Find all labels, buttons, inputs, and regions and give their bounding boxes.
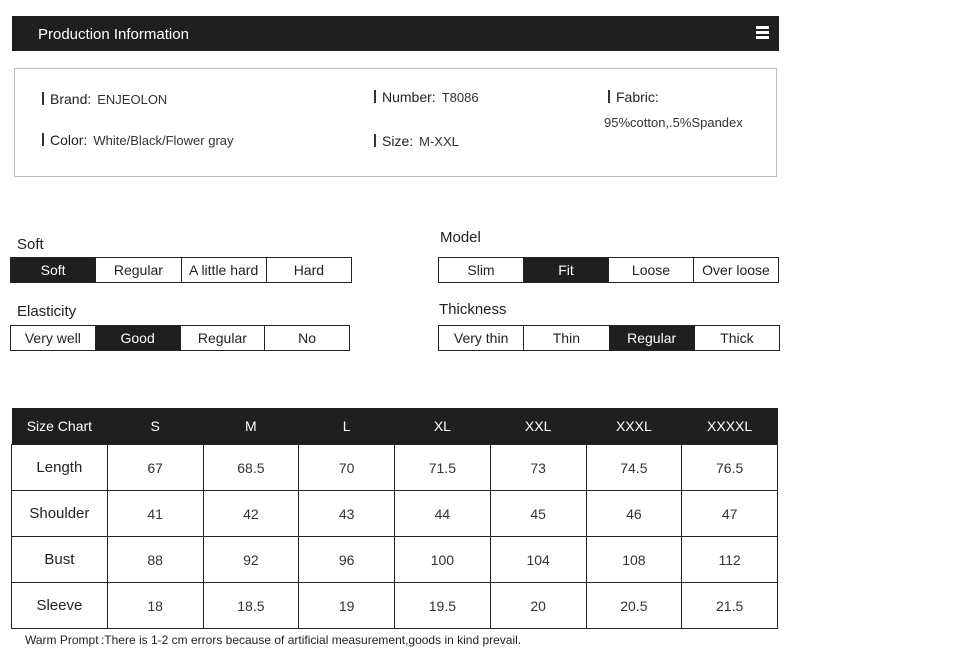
warm-prompt-note: Warm Prompt :There is 1-2 cm errors because of artificial measurement,goods in kind prevail. — [25, 633, 522, 647]
divider — [42, 133, 44, 146]
model-option: Loose — [609, 258, 694, 282]
production-info-header — [12, 16, 779, 51]
number-field — [374, 89, 479, 105]
section-title: Production Information — [38, 26, 189, 43]
table-cell: 71.5 — [395, 445, 491, 491]
table-row — [12, 583, 778, 629]
model-option: Fit — [524, 258, 609, 282]
table-cell: 41 — [107, 491, 203, 537]
divider — [374, 134, 376, 147]
table-cell: 46 — [586, 491, 682, 537]
model-option: Over loose — [702, 262, 770, 278]
table-cell: 108 — [586, 537, 682, 583]
thickness-option: Thick — [720, 330, 754, 346]
size-field — [374, 133, 459, 149]
table-cell: 18 — [107, 583, 203, 629]
table-row — [12, 491, 778, 537]
number-value: T8086 — [441, 90, 479, 105]
table-cell: 20 — [490, 583, 586, 629]
table-cell: 43 — [299, 491, 395, 537]
brand-value: ENJEOLON — [97, 92, 168, 107]
divider — [608, 90, 610, 103]
model-label: Model — [440, 229, 481, 246]
elasticity-option: Regular — [181, 326, 266, 350]
number-label: Number: — [382, 89, 436, 105]
brand-field — [42, 91, 167, 107]
size-column-header: M — [203, 408, 299, 445]
divider — [374, 90, 376, 103]
soft-option: A little hard — [182, 258, 267, 282]
table-cell: 88 — [107, 537, 203, 583]
size-column-header: XXXL — [586, 408, 682, 445]
row-header: Length — [12, 445, 108, 491]
size-column-header: L — [299, 408, 395, 445]
elasticity-label: Elasticity — [17, 303, 77, 320]
size-column-header: XL — [395, 408, 491, 445]
table-cell: 104 — [490, 537, 586, 583]
soft-label: Soft — [17, 236, 44, 253]
size-chart-title: Size Chart — [12, 408, 108, 445]
table-cell: 73 — [490, 445, 586, 491]
table-cell: 42 — [203, 491, 299, 537]
size-value: M-XXL — [419, 134, 459, 149]
size-column-header: S — [107, 408, 203, 445]
table-cell: 18.5 — [203, 583, 299, 629]
table-cell: 68.5 — [203, 445, 299, 491]
soft-option: Hard — [293, 262, 325, 278]
table-cell: 47 — [682, 491, 778, 537]
row-header: Shoulder — [12, 491, 108, 537]
soft-option: Regular — [96, 258, 181, 282]
table-cell: 92 — [203, 537, 299, 583]
table-cell: 96 — [299, 537, 395, 583]
color-label: Color: — [50, 132, 88, 148]
fabric-label: Fabric: — [616, 89, 659, 105]
table-cell: 45 — [490, 491, 586, 537]
elasticity-options — [10, 325, 350, 351]
thickness-option: Very thin — [439, 326, 524, 350]
size-column-header: XXXXL — [682, 408, 778, 445]
product-info-box — [14, 68, 777, 177]
row-header: Sleeve — [12, 583, 108, 629]
thickness-options — [438, 325, 780, 351]
elasticity-option: Good — [96, 326, 181, 350]
table-row — [12, 445, 778, 491]
table-cell: 19.5 — [395, 583, 491, 629]
table-cell: 67 — [107, 445, 203, 491]
soft-options — [10, 257, 352, 283]
table-cell: 100 — [395, 537, 491, 583]
size-chart-table — [11, 408, 778, 629]
color-value: White/Black/Flower gray — [93, 133, 234, 148]
elasticity-option: No — [298, 330, 317, 346]
thickness-label: Thickness — [439, 301, 507, 318]
table-row — [12, 537, 778, 583]
size-chart-body — [12, 445, 778, 629]
brand-label: Brand: — [50, 91, 92, 107]
row-header: Bust — [12, 537, 108, 583]
fabric-field — [608, 89, 659, 105]
thickness-option: Regular — [610, 326, 695, 350]
soft-option: Soft — [11, 258, 96, 282]
divider — [42, 92, 44, 105]
table-cell: 19 — [299, 583, 395, 629]
thickness-option: Thin — [524, 326, 609, 350]
table-cell: 74.5 — [586, 445, 682, 491]
size-chart-header-row — [12, 408, 778, 445]
color-field — [42, 132, 234, 148]
elasticity-option: Very well — [11, 326, 96, 350]
size-column-header: XXL — [490, 408, 586, 445]
table-cell: 76.5 — [682, 445, 778, 491]
size-label: Size: — [382, 133, 414, 149]
table-cell: 44 — [395, 491, 491, 537]
menu-icon[interactable] — [756, 26, 769, 39]
table-cell: 112 — [682, 537, 778, 583]
table-cell: 20.5 — [586, 583, 682, 629]
table-cell: 21.5 — [682, 583, 778, 629]
model-options — [438, 257, 779, 283]
fabric-value: 95%cotton,.5%Spandex — [604, 115, 743, 130]
table-cell: 70 — [299, 445, 395, 491]
model-option: Slim — [439, 258, 524, 282]
